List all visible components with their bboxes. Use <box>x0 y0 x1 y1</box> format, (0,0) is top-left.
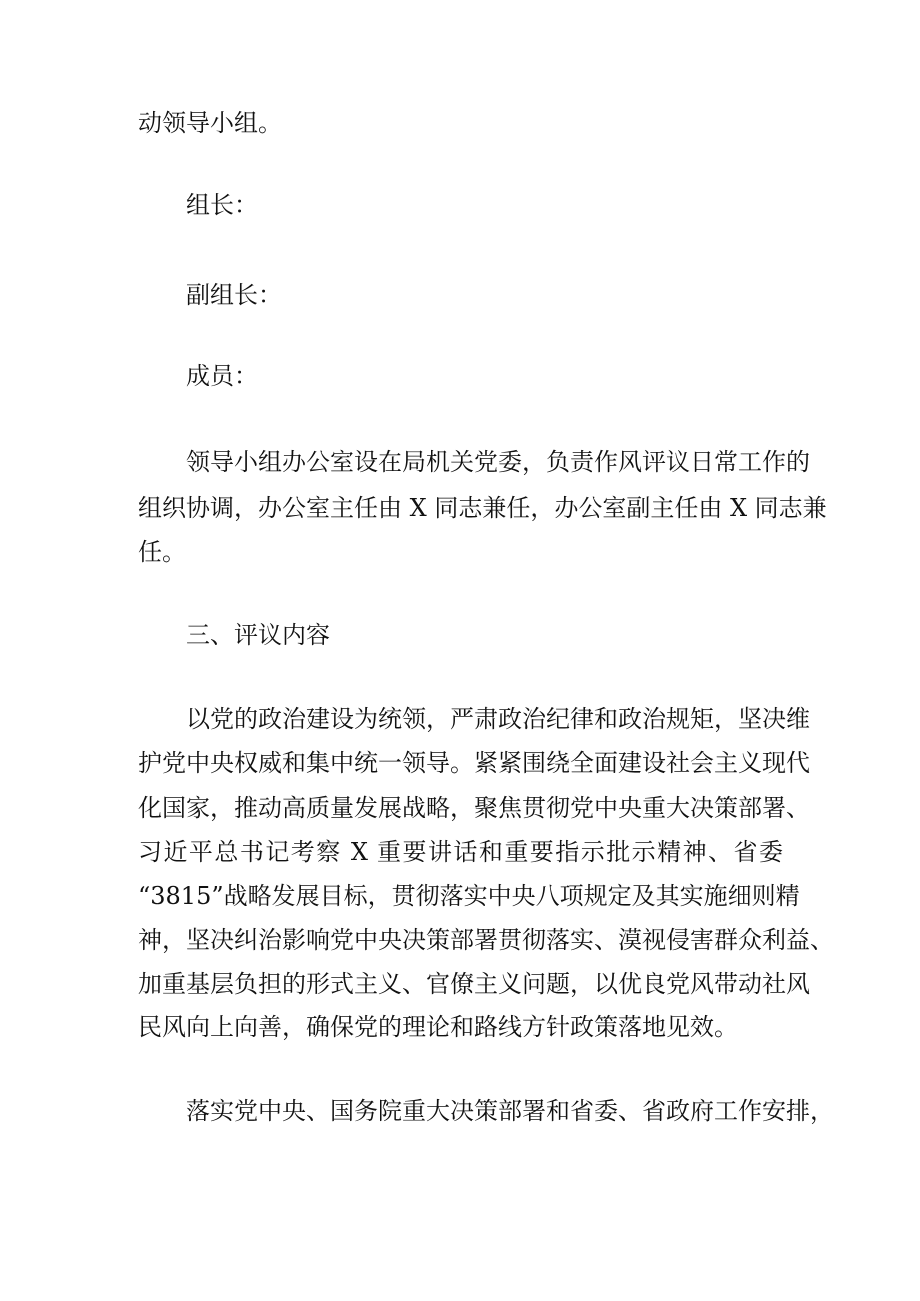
paragraph-line: 加重基层负担的形式主义、官僚主义问题，以优良党风带动社风 <box>138 970 810 998</box>
members-label: 成员： <box>186 362 258 390</box>
paragraph-line: 组织协调，办公室主任由 X 同志兼任，办公室副主任由 X 同志兼 <box>138 494 827 522</box>
paragraph-line: 化国家，推动高质量发展战略，聚焦贯彻党中央重大决策部署、 <box>138 794 810 822</box>
paragraph-line: “3815”战略发展目标，贯彻落实中央八项规定及其实施细则精 <box>138 882 800 910</box>
section-heading: 三、评议内容 <box>186 621 330 649</box>
text-line: 动领导小组。 <box>138 109 282 137</box>
paragraph-line: 护党中央权威和集中统一领导。紧紧围绕全面建设社会主义现代 <box>138 749 810 777</box>
deputy-leader-label: 副组长： <box>186 281 282 309</box>
paragraph-line: 神，坚决纠治影响党中央决策部署贯彻落实、漠视侵害群众利益、 <box>138 926 834 954</box>
paragraph-line: 民风向上向善，确保党的理论和路线方针政策落地见效。 <box>138 1013 738 1041</box>
paragraph-line: 落实党中央、国务院重大决策部署和省委、省政府工作安排， <box>186 1097 834 1125</box>
paragraph-line: 任。 <box>138 538 186 566</box>
paragraph-line: 领导小组办公室设在局机关党委，负责作风评议日常工作的 <box>186 448 810 476</box>
paragraph-line: 以党的政治建设为统领，严肃政治纪律和政治规矩，坚决维 <box>186 705 810 733</box>
paragraph-line: 习近平总书记考察 X 重要讲话和重要指示批示精神、省委 <box>138 838 783 866</box>
group-leader-label: 组长： <box>186 191 258 219</box>
